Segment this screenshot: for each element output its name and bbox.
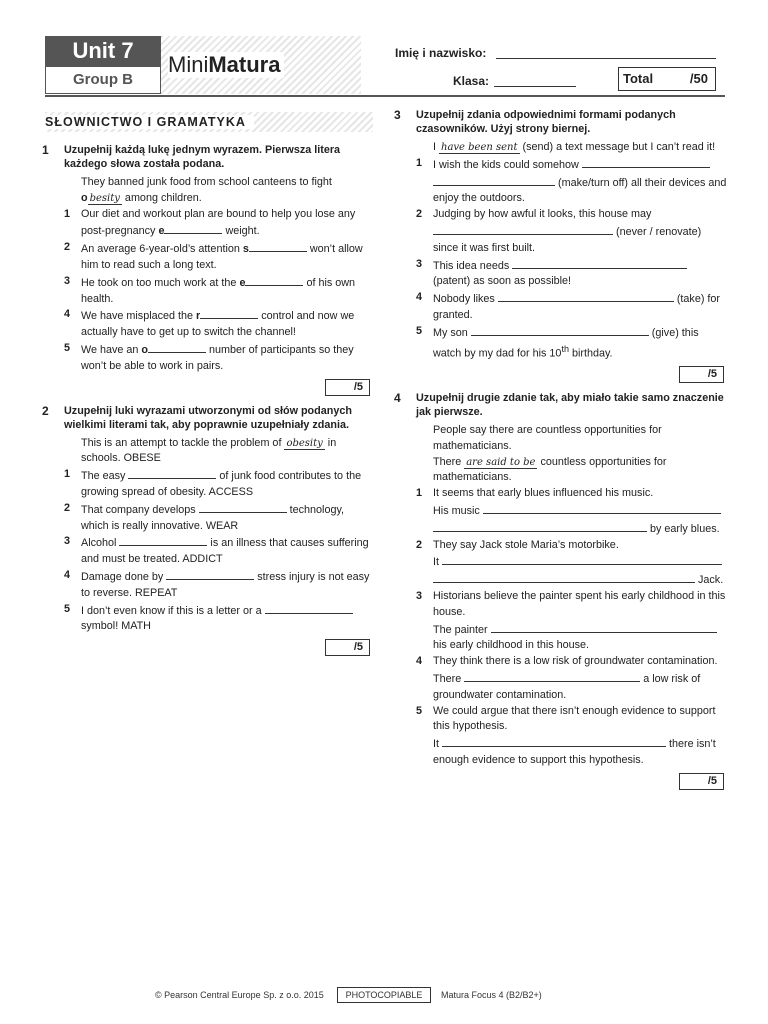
score-box: /5: [679, 366, 724, 383]
item-number: 1: [416, 487, 423, 500]
item-text: The painter: [433, 623, 488, 636]
exercise-instruction: Uzupełnij luki wyrazami utworzonymi od słów podanych wielkimi literami tak, aby poprawnie uzupełniały zdania.: [64, 404, 352, 431]
list-item: [416, 704, 728, 769]
score-box: /5: [325, 639, 370, 656]
answer-blank[interactable]: [249, 240, 307, 252]
answer-blank[interactable]: [164, 222, 222, 234]
exercise-3: [394, 108, 728, 383]
photocopiable-badge: PHOTOCOPIABLE: [337, 987, 431, 1003]
item-text: This idea needs: [433, 259, 510, 272]
item-text: symbol! MATH: [81, 620, 151, 633]
item-number: 4: [416, 291, 423, 304]
header-rule: [45, 95, 725, 97]
answer-blank[interactable]: [512, 257, 687, 269]
item-text: They think there is a low risk of groundwater contamination.: [433, 655, 718, 668]
list-item: [64, 602, 374, 636]
answer-blank[interactable]: [245, 274, 303, 286]
exercise-1: [42, 143, 374, 396]
item-text: birthday.: [568, 347, 613, 360]
unit-label: Unit 7: [45, 36, 161, 66]
answer-blank[interactable]: [464, 670, 640, 682]
item-text: (make/turn off) all their devices and enjoy the outdoors.: [433, 176, 727, 205]
list-item: [416, 290, 728, 324]
item-text: There: [433, 672, 462, 685]
item-text: of his own health.: [81, 276, 356, 305]
answer-blank[interactable]: [498, 290, 674, 302]
answer-blank[interactable]: [119, 534, 207, 546]
list-item: [64, 568, 374, 602]
item-text: Damage done by: [81, 570, 167, 583]
answer-blank[interactable]: [199, 501, 287, 513]
exercise-4: [394, 391, 728, 790]
item-text: Nobody likes: [433, 293, 495, 306]
item-text: That company develops: [81, 503, 199, 516]
first-letter: r: [196, 310, 201, 323]
example-text: in schools. OBESE: [81, 436, 337, 465]
brand-light: Mini: [168, 52, 209, 77]
example-sentence: [433, 423, 728, 486]
item-text: Historians believe the painter spent his early childhood in this house.: [433, 589, 726, 618]
total-score-box: [618, 67, 716, 91]
item-text: of junk food contributes to the growing spread of obesity. ACCESS: [81, 470, 362, 498]
total-score: /50: [689, 71, 708, 86]
example-sentence: [81, 436, 374, 468]
item-text: control and now we actually have to get up to switch the channel!: [81, 310, 355, 339]
item-number: 3: [416, 589, 423, 602]
item-text: won’t allow him to read such a long text.: [81, 243, 363, 271]
example-text: among children.: [121, 191, 202, 204]
item-text: His music: [433, 504, 480, 517]
item-number: 3: [64, 535, 71, 548]
handwritten-answer: obesity: [286, 437, 323, 449]
class-field[interactable]: [494, 86, 576, 87]
example-sentence: [433, 140, 728, 156]
item-text: (take) for granted.: [433, 293, 721, 321]
right-column: [394, 108, 728, 798]
item-text: (never / renovate) since it was first built.: [433, 225, 702, 254]
superscript: th: [561, 343, 569, 354]
brand-title: [168, 52, 284, 78]
item-text: technology, which is really innovative. WEAR: [81, 503, 345, 532]
exercise-number: 1: [42, 143, 49, 157]
item-number: 2: [64, 241, 71, 254]
item-text: The easy: [81, 470, 129, 483]
item-text: Judging by how awful it looks, this house may: [433, 208, 652, 221]
copyright-text: © Pearson Central Europe Sp. z o.o. 2015: [155, 990, 324, 1000]
exercise-number: 4: [394, 390, 401, 405]
item-text: a low risk of groundwater contamination.: [433, 672, 701, 701]
answer-blank[interactable]: [582, 156, 710, 168]
total-label: Total: [623, 71, 654, 86]
list-item: [416, 156, 728, 207]
exercise-instruction: Uzupełnij każdą lukę jednym wyrazem. Pierwsza litera każdego słowa została podana.: [64, 144, 341, 170]
item-number: 2: [416, 538, 423, 551]
list-item: [64, 501, 374, 535]
section-heading: [45, 112, 373, 132]
item-text: his early childhood in this house.: [433, 639, 590, 652]
item-text: I wish the kids could somehow: [433, 158, 579, 171]
left-column: [42, 143, 374, 664]
item-number: 1: [416, 156, 423, 169]
item-text: Alcohol: [81, 537, 120, 550]
item-number: 5: [64, 341, 71, 354]
first-letter: o: [81, 191, 88, 204]
list-item: [416, 538, 728, 589]
section-title: SŁOWNICTWO I GRAMATYKA: [45, 115, 254, 129]
item-text: We have misplaced the: [81, 310, 197, 323]
list-item: [416, 257, 728, 291]
list-item: [64, 341, 374, 375]
item-text: An average 6-year-old’s attention: [81, 243, 243, 256]
item-text: (patent) as soon as possible!: [433, 275, 572, 288]
first-letter: e: [239, 276, 246, 289]
item-text: number of participants so they won’t be able to work in pairs.: [81, 343, 354, 372]
example-text: (send) a text message but I can’t read it!: [519, 141, 716, 153]
list-item: [416, 324, 728, 362]
item-text: stress injury is not easy to reverse. REPEAT: [81, 570, 370, 599]
item-text: It seems that early blues influenced his music.: [433, 487, 654, 500]
list-item: [416, 486, 728, 537]
item-number: 2: [64, 501, 71, 514]
item-number: 1: [64, 468, 71, 481]
item-number: 2: [416, 208, 423, 221]
answer-blank[interactable]: [442, 553, 722, 565]
handwritten-answer: besity: [89, 192, 120, 204]
list-item: [64, 240, 374, 274]
item-text: there isn’t enough evidence to support this hypothesis.: [433, 738, 716, 766]
item-number: 4: [64, 308, 71, 321]
item-text: We could argue that there isn’t enough evidence to support this hypothesis.: [433, 704, 716, 733]
example-text: They banned junk food from school canteens to fight: [81, 176, 332, 188]
item-text: They say Jack stole Maria’s motorbike.: [433, 538, 619, 551]
item-number: 4: [416, 655, 423, 668]
answer-blank[interactable]: [442, 735, 666, 747]
group-label: Group B: [45, 66, 161, 94]
item-number: 3: [64, 274, 71, 287]
item-text: I don’t even know if this is a letter or a: [81, 604, 265, 617]
item-text: My son: [433, 326, 468, 339]
item-text: He took on too much work at the: [81, 276, 240, 289]
item-number: 5: [416, 324, 423, 337]
exercise-number: 3: [394, 108, 401, 122]
answer-blank[interactable]: [491, 621, 717, 633]
list-item: [64, 534, 374, 568]
answer-blank[interactable]: [433, 223, 613, 235]
class-label: Klasa:: [453, 74, 490, 88]
answer-blank[interactable]: [433, 520, 647, 532]
answer-blank[interactable]: [148, 341, 206, 353]
list-item: [416, 654, 728, 703]
first-letter: o: [141, 343, 149, 356]
item-number: 1: [64, 207, 71, 220]
item-text: It: [433, 556, 439, 569]
name-field[interactable]: [496, 58, 716, 59]
answer-blank[interactable]: [433, 571, 695, 583]
list-item: [64, 274, 374, 308]
handwritten-answer: have been sent: [441, 142, 518, 153]
exercise-instruction: Uzupełnij drugie zdanie tak, aby miało takie samo znaczenie jak pierwsze.: [416, 391, 724, 418]
exercise-2: [42, 404, 374, 657]
list-item: [64, 307, 374, 341]
item-text: by early blues.: [647, 522, 720, 535]
answer-blank[interactable]: [471, 324, 649, 336]
answer-blank[interactable]: [483, 502, 721, 514]
example-sentence: [81, 175, 374, 207]
answer-blank[interactable]: [128, 467, 216, 479]
list-item: [416, 207, 728, 256]
list-item: [64, 207, 374, 241]
item-text: (give) this watch by my dad for his 10: [433, 326, 699, 360]
answer-blank[interactable]: [265, 602, 353, 614]
exercise-number: 2: [42, 403, 49, 418]
brand-bold: Matura: [208, 52, 281, 77]
handwritten-answer: are said to be: [466, 456, 536, 468]
answer-blank[interactable]: [166, 568, 254, 580]
item-text: weight.: [222, 225, 260, 238]
score-box: /5: [325, 379, 370, 396]
book-title: Matura Focus 4 (B2/B2+): [441, 990, 542, 1000]
list-item: [64, 467, 374, 501]
answer-blank[interactable]: [433, 174, 555, 186]
item-number: 3: [416, 257, 423, 270]
first-letter: s: [242, 243, 249, 256]
item-number: 5: [64, 602, 71, 615]
example-text: There: [433, 455, 465, 468]
item-text: Our diet and workout plan are bound to help you lose any post-pregnancy: [81, 207, 356, 238]
example-text: countless opportunities for mathematicians.: [433, 455, 667, 484]
example-text: I: [433, 141, 439, 153]
item-text: It: [433, 738, 439, 751]
name-label: Imię i nazwisko:: [395, 46, 487, 60]
exercise-instruction: Uzupełnij zdania odpowiednimi formami podanych czasowników. Użyj strony biernej.: [416, 109, 676, 135]
example-text: People say there are countless opportunities for mathematicians.: [433, 423, 662, 452]
item-number: 5: [416, 704, 423, 717]
list-item: [416, 589, 728, 654]
item-number: 4: [64, 568, 71, 581]
example-text: This is an attempt to tackle the problem of: [81, 436, 285, 449]
score-box: /5: [679, 773, 724, 790]
answer-blank[interactable]: [200, 307, 258, 319]
item-text: Jack.: [695, 574, 724, 587]
item-text: is an illness that causes suffering and must be treated. ADDICT: [81, 537, 369, 566]
first-letter: e: [158, 225, 165, 238]
item-text: We have an: [81, 343, 142, 356]
